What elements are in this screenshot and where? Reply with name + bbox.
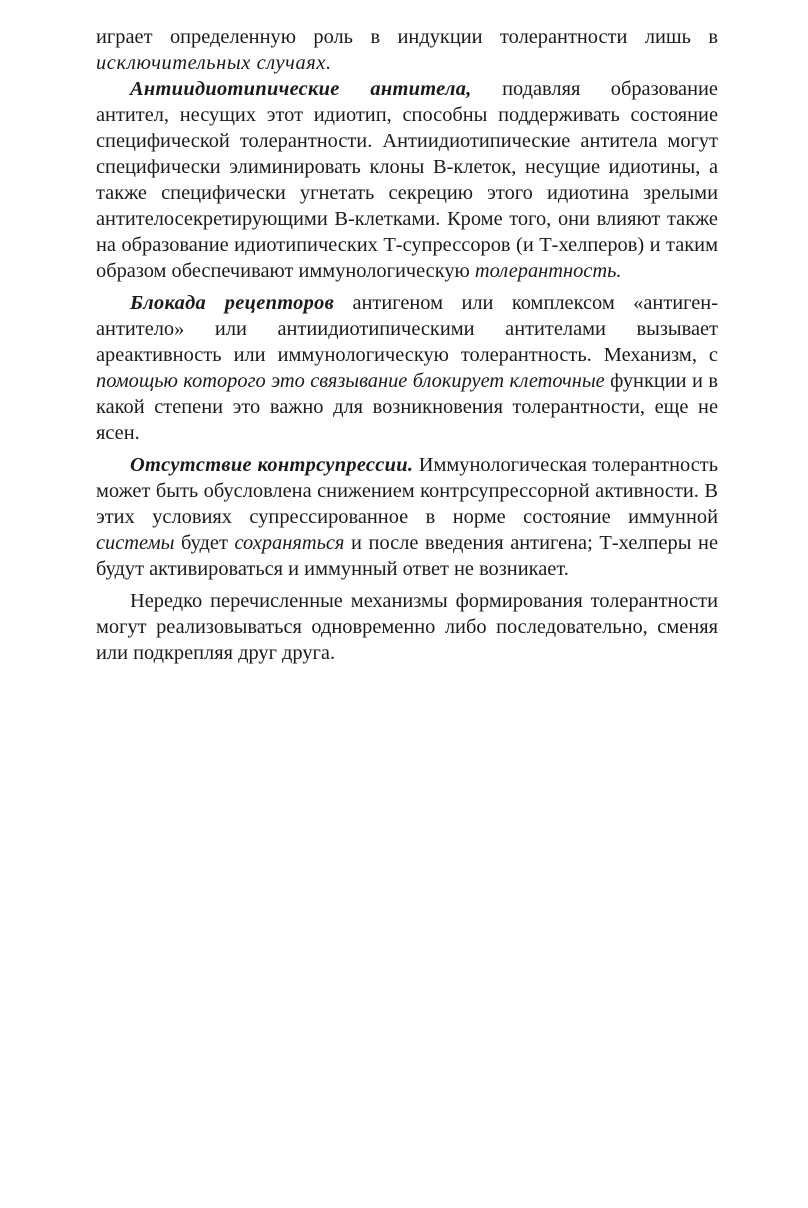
paragraph-text: антигеном или комплексом «антиген-антитело» или антиидиотипическими антителами вызывает ареактивность или иммунологическую толерантность. Механизм, с: [96, 292, 718, 366]
paragraph-receptor-blockade: [96, 290, 718, 446]
paragraph-anti-idiotypic: [96, 76, 718, 284]
italic-phrase: толерантность.: [474, 260, 622, 282]
italic-phrase: исключительных случаях.: [96, 52, 332, 74]
document-page: [96, 24, 718, 666]
paragraph-text: и после введения антигена; Т-хелперы не будут активироваться и иммунный ответ не возникает.: [96, 532, 718, 580]
paragraph-conclusion: [96, 588, 718, 666]
paragraph-text: подавляя образование антител, несущих этот идиотип, способны поддерживать состояние специфической толерантности. Антиидиотипические антитела могут специфически элиминировать клоны В-клеток, несущие идиотины, а также специфически угнетать секрецию этого идиотина зрелыми антителосекретирующими В-клетками. Кроме того, они влияют также на образование идиотипических Т-супрессоров (и Т-хелперов) и таким образом обеспечивают иммунологическую: [96, 78, 718, 282]
italic-phrase: системы: [96, 532, 175, 554]
paragraph-continuation: [96, 24, 718, 76]
italic-phrase: помощью которого это связывание блокирует клеточные: [96, 370, 605, 392]
paragraph-text: Иммунологическая толерантность может быть обусловлена снижением контрсупрессорной активности. В этих условиях супрессированное в норме состояние иммунной: [96, 454, 718, 528]
paragraph-text: функции и в какой степени это важно для возникновения толерантности, еще не ясен.: [96, 370, 718, 444]
paragraph-text: играет определенную роль в индукции толерантности лишь в: [96, 26, 718, 48]
term-heading: Блокада рецепторов: [130, 292, 335, 314]
italic-phrase: сохраняться: [234, 532, 345, 554]
term-heading: Антиидиотипические антитела,: [130, 78, 472, 100]
paragraph-text: будет: [174, 532, 235, 554]
paragraph-text: Нередко перечисленные механизмы формирования толерантности могут реализовываться одновременно либо последовательно, сменяя или подкрепляя друг друга.: [96, 590, 718, 664]
paragraph-no-contrasuppression: [96, 452, 718, 582]
term-heading: Отсутствие контрсупрессии.: [130, 454, 414, 476]
